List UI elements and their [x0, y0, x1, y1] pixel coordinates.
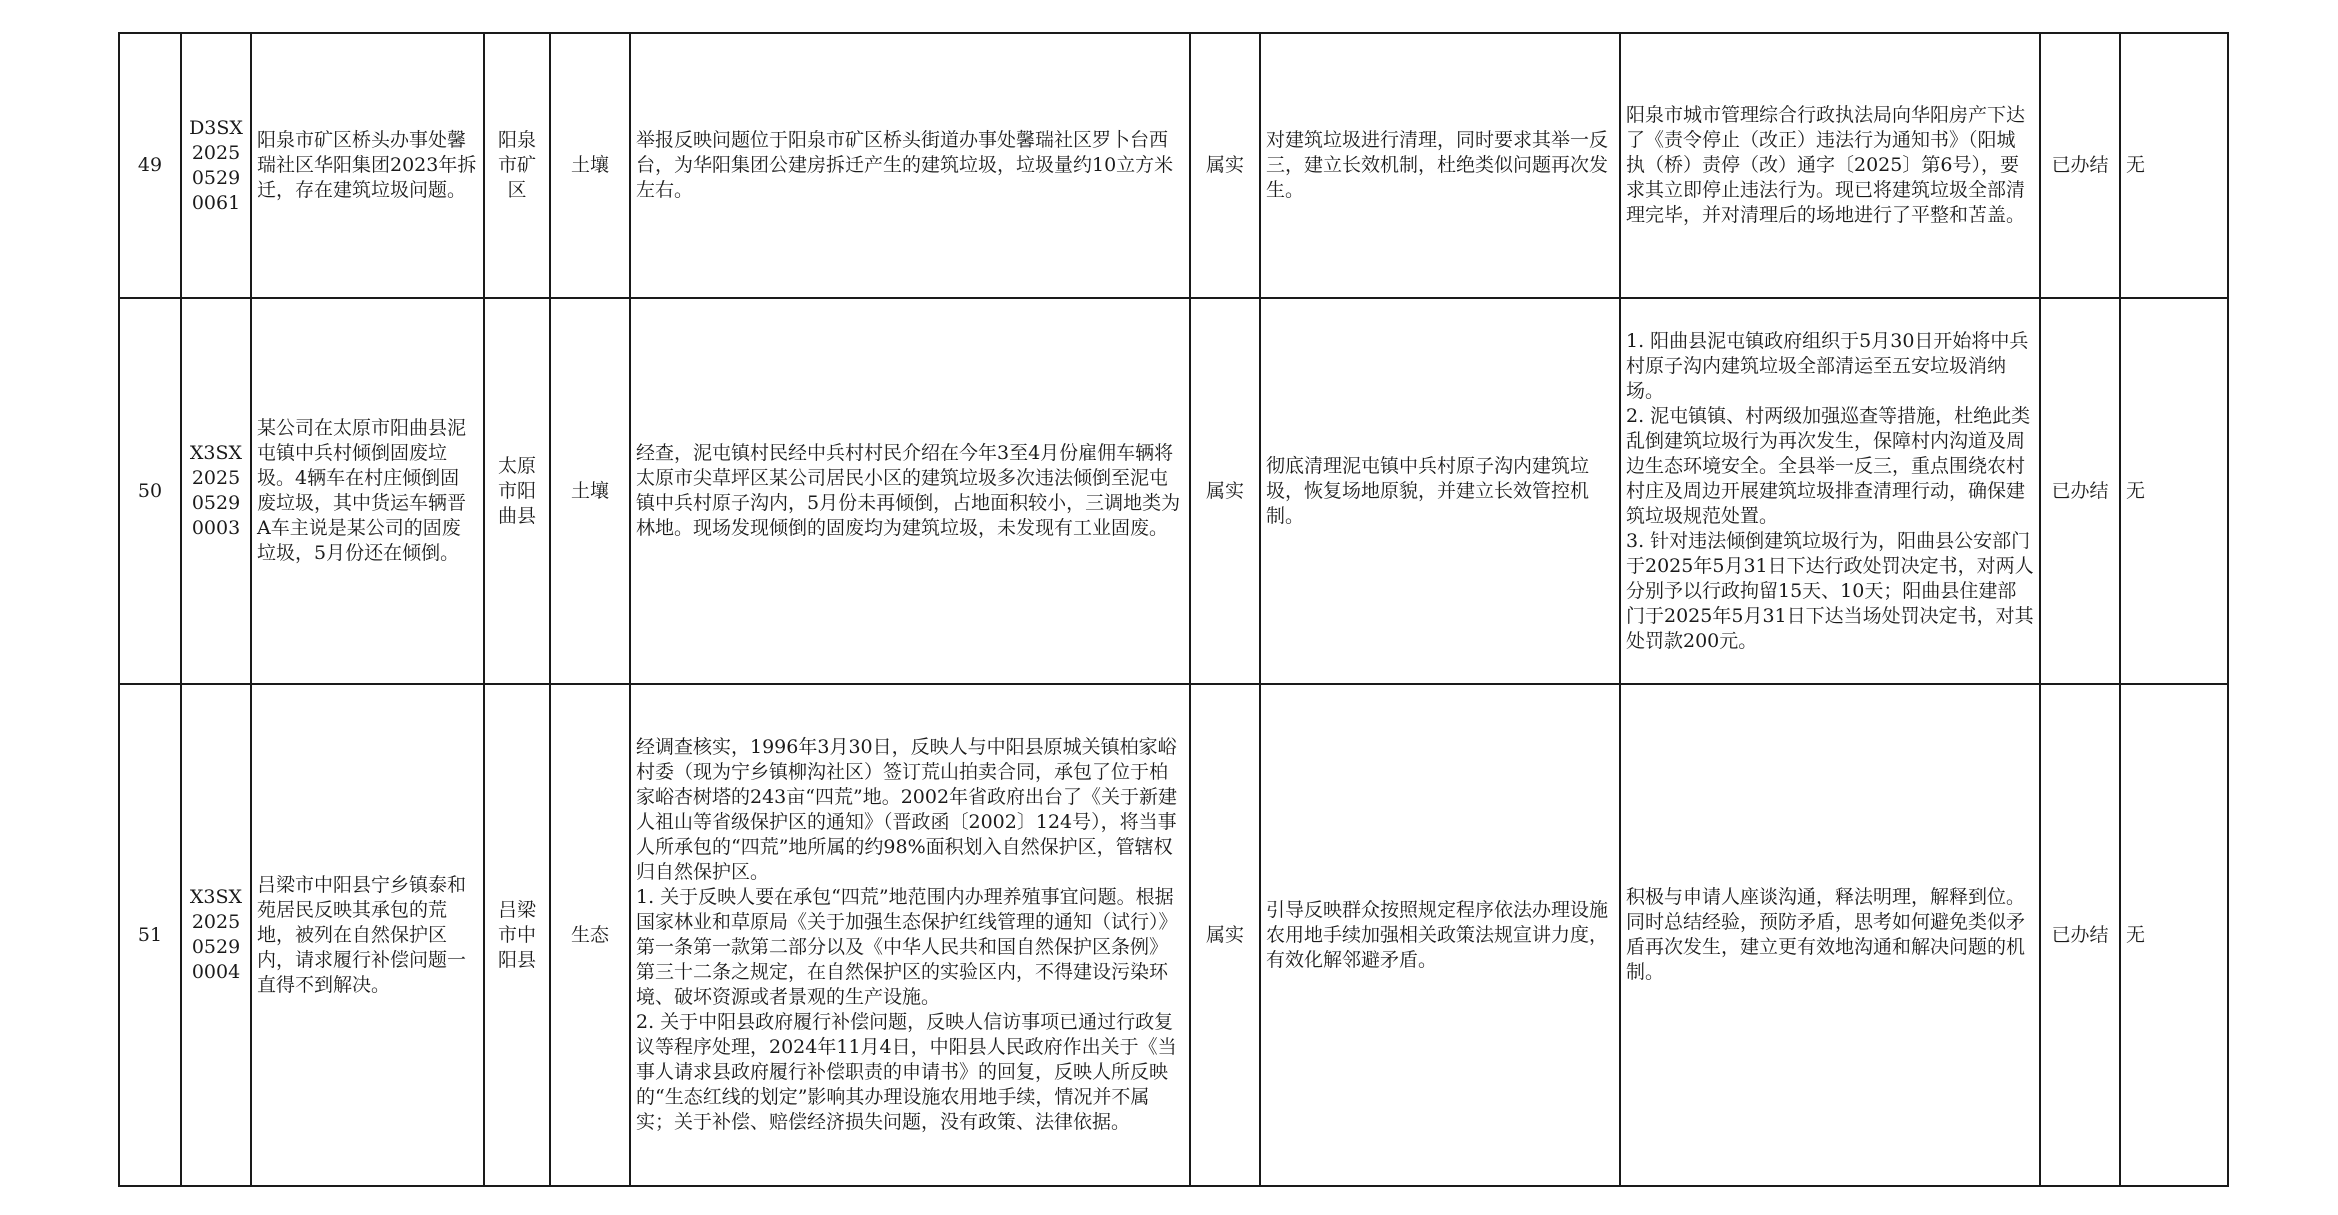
measures-cell: 积极与申请人座谈沟通，释法明理，解释到位。同时总结经验，预防矛盾，思考如何避免类似矛盾再次发生，建立更有效地沟通和解决问题的机制。: [1620, 684, 2040, 1186]
accountability-cell: 无: [2120, 684, 2228, 1186]
accountability-cell: 无: [2120, 298, 2228, 684]
petition-table-container: [118, 32, 2227, 1187]
seq-cell: 51: [119, 684, 181, 1186]
status-cell: 已办结: [2040, 33, 2120, 298]
table-row: [119, 298, 2228, 684]
status-cell: 已办结: [2040, 298, 2120, 684]
target-cell: 彻底清理泥屯镇中兵村原子沟内建筑垃圾，恢复场地原貌，并建立长效管控机制。: [1260, 298, 1620, 684]
verdict-cell: 属实: [1190, 33, 1260, 298]
issue-cell: 吕梁市中阳县宁乡镇泰和苑居民反映其承包的荒地，被列在自然保护区内，请求履行补偿问题一直得不到解决。: [251, 684, 484, 1186]
category-cell: 土壤: [550, 298, 630, 684]
seq-cell: 49: [119, 33, 181, 298]
investigation-cell: 经调查核实，1996年3月30日，反映人与中阳县原城关镇柏家峪村委（现为宁乡镇柳沟社区）签订荒山拍卖合同，承包了位于柏家峪杏树塔的243亩“四荒”地。2002年省政府出台了《关于新建人祖山等省级保护区的通知》（晋政函〔2002〕124号），将当事人所承包的“四荒”地所属的约98%面积划入自然保护区，管辖权归自然保护区。 1. 关于反映人要在承包“四荒”地范围内办理养殖事宜问题。根据国家林业和草原局《关于加强生态保护红线管理的通知（试行）》第一条第一款第二部分以及《中华人民共和国自然保护区条例》第三十二条之规定，在自然保护区的实验区内，不得建设污染环境、破坏资源或者景观的生产设施。 2. 关于中阳县政府履行补偿问题，反映人信访事项已通过行政复议等程序处理，2024年11月4日，中阳县人民政府作出关于《当事人请求县政府履行补偿职责的申请书》的回复，反映人所反映的“生态红线的划定”影响其办理设施农用地手续，情况并不属实；关于补偿、赔偿经济损失问题，没有政策、法律依据。: [630, 684, 1190, 1186]
region-cell: 阳泉市矿区: [484, 33, 550, 298]
category-cell: 土壤: [550, 33, 630, 298]
investigation-cell: 经查，泥屯镇村民经中兵村村民介绍在今年3至4月份雇佣车辆将太原市尖草坪区某公司居民小区的建筑垃圾多次违法倾倒至泥屯镇中兵村原子沟内，5月份未再倾倒，占地面积较小，三调地类为林地。现场发现倾倒的固废均为建筑垃圾，未发现有工业固废。: [630, 298, 1190, 684]
case-code-cell: D3SX20250529 0061: [181, 33, 251, 298]
verdict-cell: 属实: [1190, 684, 1260, 1186]
verdict-cell: 属实: [1190, 298, 1260, 684]
table-row: [119, 33, 2228, 298]
case-code-cell: X3SX20250529 0004: [181, 684, 251, 1186]
target-cell: 引导反映群众按照规定程序依法办理设施农用地手续加强相关政策法规宣讲力度，有效化解邻避矛盾。: [1260, 684, 1620, 1186]
issue-cell: 某公司在太原市阳曲县泥屯镇中兵村倾倒固废垃圾。4辆车在村庄倾倒固废垃圾，其中货运车辆晋A车主说是某公司的固废垃圾，5月份还在倾倒。: [251, 298, 484, 684]
petition-table: [118, 32, 2229, 1187]
status-cell: 已办结: [2040, 684, 2120, 1186]
measures-cell: 阳泉市城市管理综合行政执法局向华阳房产下达了《责令停止（改正）违法行为通知书》（阳城执（桥）责停（改）通字〔2025〕第6号），要求其立即停止违法行为。现已将建筑垃圾全部清理完毕，并对清理后的场地进行了平整和苫盖。: [1620, 33, 2040, 298]
accountability-cell: 无: [2120, 33, 2228, 298]
issue-cell: 阳泉市矿区桥头办事处馨瑞社区华阳集团2023年拆迁，存在建筑垃圾问题。: [251, 33, 484, 298]
investigation-cell: 举报反映问题位于阳泉市矿区桥头街道办事处馨瑞社区罗卜台西台，为华阳集团公建房拆迁产生的建筑垃圾，垃圾量约10立方米左右。: [630, 33, 1190, 298]
target-cell: 对建筑垃圾进行清理，同时要求其举一反三，建立长效机制，杜绝类似问题再次发生。: [1260, 33, 1620, 298]
measures-cell: 1. 阳曲县泥屯镇政府组织于5月30日开始将中兵村原子沟内建筑垃圾全部清运至五安垃圾消纳场。 2. 泥屯镇镇、村两级加强巡查等措施，杜绝此类乱倒建筑垃圾行为再次发生，保障村内沟道及周边生态环境安全。全县举一反三，重点围绕农村村庄及周边开展建筑垃圾排查清理行动，确保建筑垃圾规范处置。 3. 针对违法倾倒建筑垃圾行为，阳曲县公安部门于2025年5月31日下达行政处罚决定书，对两人分别予以行政拘留15天、10天；阳曲县住建部门于2025年5月31日下达当场处罚决定书，对其处罚款200元。: [1620, 298, 2040, 684]
category-cell: 生态: [550, 684, 630, 1186]
seq-cell: 50: [119, 298, 181, 684]
case-code-cell: X3SX20250529 0003: [181, 298, 251, 684]
region-cell: 太原市阳曲县: [484, 298, 550, 684]
table-row: [119, 684, 2228, 1186]
region-cell: 吕梁市中阳县: [484, 684, 550, 1186]
